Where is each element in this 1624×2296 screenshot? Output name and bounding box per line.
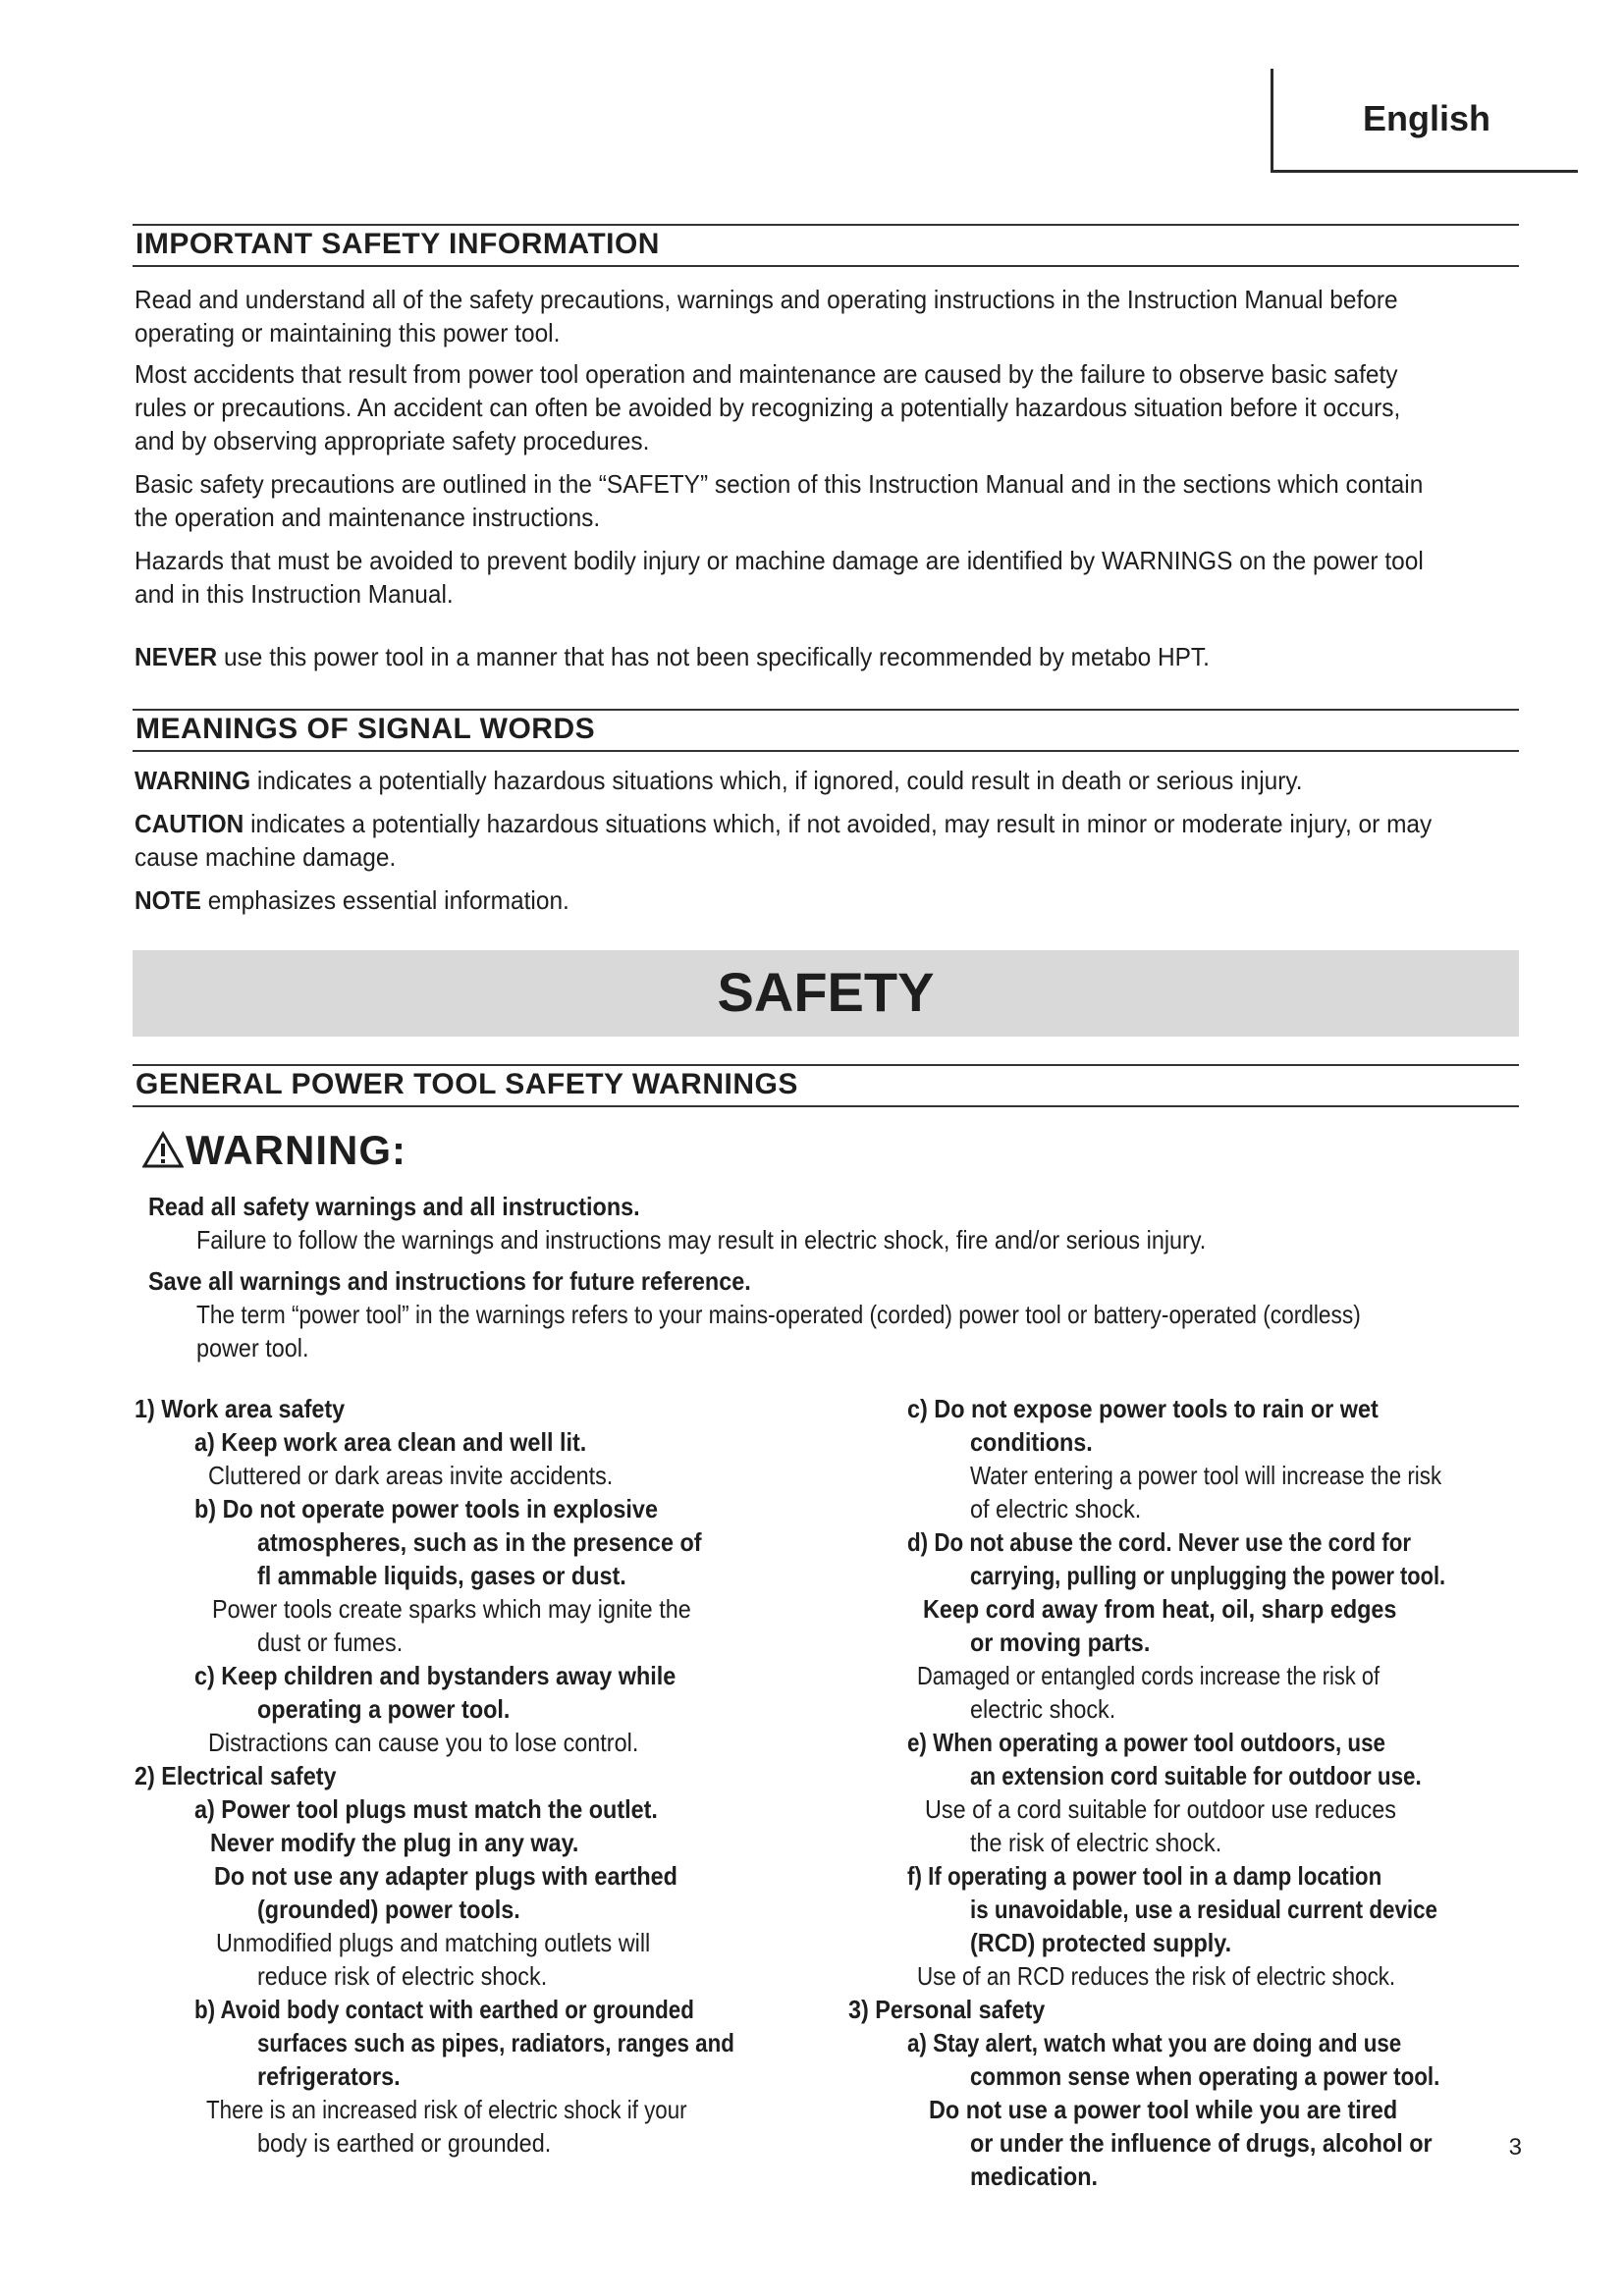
left-line-13: a) Power tool plugs must match the outlet. — [194, 1794, 658, 1824]
left-line-19: b) Avoid body contact with earthed or grounded — [194, 1995, 694, 2024]
save-all-text-2: power tool. — [196, 1333, 309, 1362]
right-line-14: the risk of electric shock. — [970, 1828, 1222, 1857]
never-statement: NEVER use this power tool in a manner that has not been specifically recommended by metabo HPT. — [135, 642, 1210, 671]
right-line-11: e) When operating a power tool outdoors, use — [907, 1728, 1385, 1757]
left-line-15: Do not use any adapter plugs with earthed — [214, 1861, 677, 1891]
save-all-text-1: The term “power tool” in the warnings refers to your mains-operated (corded) power tool or battery-operated (cordless) — [196, 1300, 1361, 1329]
left-line-17: Unmodified plugs and matching outlets will — [216, 1928, 651, 1957]
important-paragraph-1: Read and understand all of the safety precautions, warnings and operating instructions in the Instruction Manual before operating or maintaining this power tool. — [135, 285, 1398, 347]
left-line-6: fl ammable liquids, gases or dust. — [257, 1561, 626, 1590]
right-line-17: (RCD) protected supply. — [970, 1928, 1232, 1957]
right-line-20: a) Stay alert, watch what you are doing and use — [907, 2028, 1402, 2057]
left-line-10: operating a power tool. — [257, 1694, 511, 1724]
left-line-5: atmospheres, such as in the presence of — [257, 1527, 702, 1557]
language-tab-divider — [1271, 69, 1273, 173]
right-line-19: 3) Personal safety — [848, 1995, 1046, 2024]
important-paragraph-4: Hazards that must be avoided to prevent bodily injury or machine damage are identified by WARNINGS on the power tool and in this Instruction Manual. — [135, 546, 1424, 609]
right-line-3: Water entering a power tool will increase the risk — [970, 1461, 1442, 1490]
important-safety-heading: IMPORTANT SAFETY INFORMATION — [133, 224, 1519, 267]
page-number: 3 — [1508, 2134, 1522, 2161]
right-line-6: carrying, pulling or unplugging the power tool. — [970, 1561, 1446, 1590]
right-line-9: Damaged or entangled cords increase the risk of — [917, 1661, 1380, 1690]
important-paragraph-2: Most accidents that result from power tool operation and maintenance are caused by the failure to observe basic safety rules or precautions. An accident can often be avoided by recognizing a potentially hazardous situation before it occurs, and by observing appropriate safety procedures. — [135, 359, 1401, 455]
left-line-12: 2) Electrical safety — [135, 1761, 337, 1790]
signal-words-heading: MEANINGS OF SIGNAL WORDS — [133, 709, 1519, 752]
caution-keyword: CAUTION — [135, 809, 244, 838]
right-line-16: is unavoidable, use a residual current device — [970, 1895, 1437, 1924]
right-line-24: medication. — [970, 2162, 1099, 2191]
right-line-10: electric shock. — [970, 1694, 1116, 1724]
left-line-14: Never modify the plug in any way. — [210, 1828, 579, 1857]
left-line-4: b) Do not operate power tools in explosive — [194, 1494, 658, 1523]
save-all-instructions: Save all warnings and instructions for future reference. — [148, 1266, 751, 1296]
warning-triangle-icon — [142, 1131, 184, 1168]
right-line-13: Use of a cord suitable for outdoor use reduces — [925, 1794, 1396, 1824]
language-tab-underline — [1271, 170, 1578, 173]
right-line-1: c) Do not expose power tools to rain or wet — [907, 1394, 1379, 1423]
left-line-11: Distractions can cause you to lose control. — [208, 1728, 639, 1757]
right-line-2: conditions. — [970, 1427, 1093, 1457]
read-all-text: Failure to follow the warnings and instructions may result in electric shock, fire and/or serious injury. — [196, 1225, 1207, 1255]
important-paragraph-3: Basic safety precautions are outlined in the “SAFETY” section of this Instruction Manual and in the sections which contain the operation and maintenance instructions. — [135, 469, 1424, 532]
left-line-18: reduce risk of electric shock. — [257, 1961, 548, 1991]
caution-definition: CAUTION indicates a potentially hazardous situations which, if not avoided, may result in minor or moderate injury, or may cause machine damage. — [135, 809, 1433, 872]
warning-definition: WARNING indicates a potentially hazardous situations which, if ignored, could result in death or serious injury. — [135, 766, 1303, 795]
never-keyword: NEVER — [135, 642, 218, 671]
warning-title: WARNING: — [142, 1127, 406, 1174]
right-line-15: f) If operating a power tool in a damp location — [907, 1861, 1382, 1891]
read-all-instructions: Read all safety warnings and all instructions. — [148, 1192, 640, 1221]
left-line-23: body is earthed or grounded. — [257, 2128, 552, 2158]
left-line-7: Power tools create sparks which may ignite the — [212, 1594, 691, 1624]
left-line-1: 1) Work area safety — [135, 1394, 346, 1423]
language-label: English — [1363, 98, 1491, 138]
right-line-23: or under the influence of drugs, alcohol or — [970, 2128, 1433, 2158]
left-line-8: dust or fumes. — [257, 1628, 404, 1657]
left-line-3: Cluttered or dark areas invite accidents. — [208, 1461, 614, 1490]
left-line-9: c) Keep children and bystanders away while — [194, 1661, 677, 1690]
right-line-21: common sense when operating a power tool. — [970, 2061, 1440, 2091]
right-line-5: d) Do not abuse the cord. Never use the cord for — [907, 1527, 1412, 1557]
note-keyword: NOTE — [135, 885, 201, 915]
left-line-21: refrigerators. — [257, 2061, 401, 2091]
general-warnings-heading: GENERAL POWER TOOL SAFETY WARNINGS — [133, 1064, 1519, 1107]
left-line-22: There is an increased risk of electric shock if your — [206, 2095, 687, 2124]
right-line-12: an extension cord suitable for outdoor use. — [970, 1761, 1422, 1790]
right-line-7: Keep cord away from heat, oil, sharp edges — [923, 1594, 1397, 1624]
safety-banner-title: SAFETY — [717, 961, 935, 1023]
left-line-2: a) Keep work area clean and well lit. — [194, 1427, 587, 1457]
warning-keyword: WARNING — [135, 766, 251, 795]
left-line-16: (grounded) power tools. — [257, 1895, 520, 1924]
right-line-22: Do not use a power tool while you are tired — [929, 2095, 1398, 2124]
right-line-4: of electric shock. — [970, 1494, 1142, 1523]
note-definition: NOTE emphasizes essential information. — [135, 885, 569, 915]
left-line-20: surfaces such as pipes, radiators, ranges and — [257, 2028, 734, 2057]
right-line-8: or moving parts. — [970, 1628, 1151, 1657]
safety-banner — [133, 950, 1519, 1037]
right-line-18: Use of an RCD reduces the risk of electric shock. — [917, 1961, 1396, 1991]
